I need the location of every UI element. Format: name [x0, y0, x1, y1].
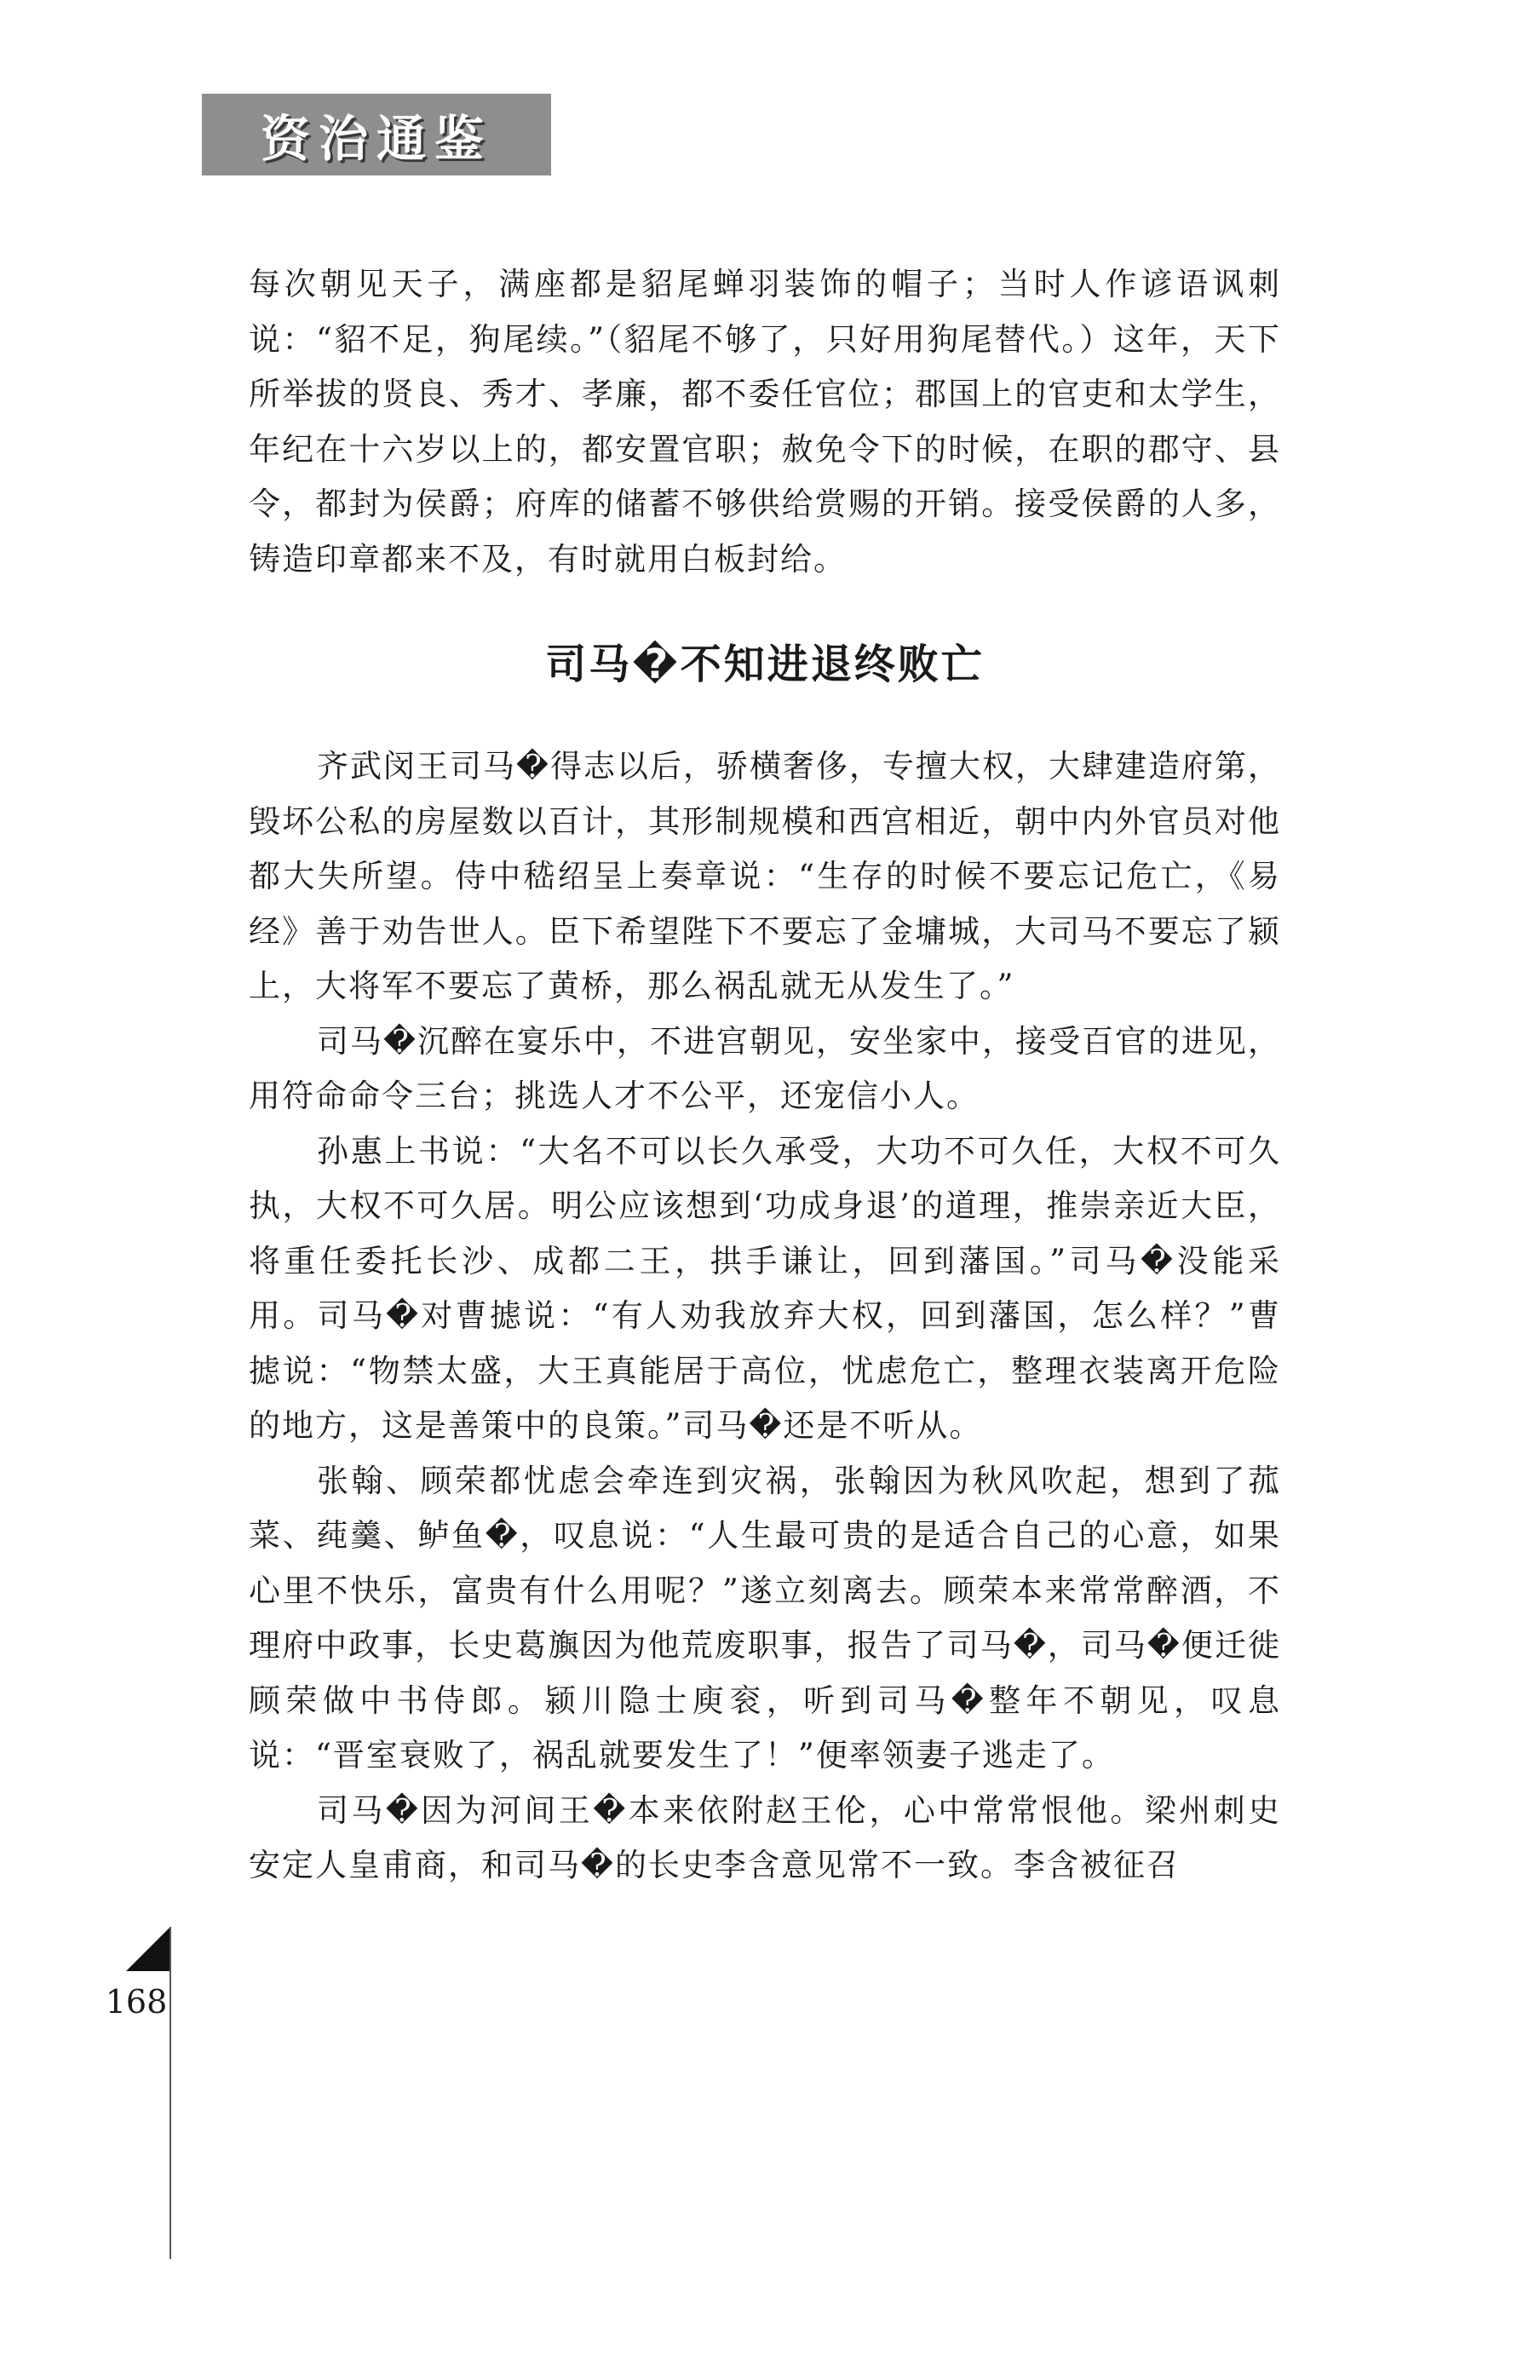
paragraph: 司马�因为河间王�本来依附赵王伦，心中常常恨他。梁州刺史安定人皇甫商，和司马�的长史李含意见常不一致。李含被征召 [249, 1791, 1281, 1883]
paragraph: 齐武闵王司马�得志以后，骄横奢侈，专擅大权，大肆建造府第，毁坏公私的房屋数以百计，其形制规模和西宫相近，朝中内外官员对他都大失所望。侍中嵇绍呈上奏章说：“生存的时候不要忘记危亡，《易经》善于劝告世人。臣下希望陛下不要忘了金墉城，大司马不要忘了颍上，大将军不要忘了黄桥，那么祸乱就无从发生了。” [249, 748, 1281, 1004]
paragraph: 司马�沉醉在宴乐中，不进宫朝见，安坐家中，接受百官的进见，用符命命令三台；挑选人才不公平，还宠信小人。 [249, 1022, 1281, 1114]
paragraph: 孙惠上书说：“大名不可以长久承受，大功不可久任，大权不可久执，大权不可久居。明公应该想到‘功成身退’的道理，推崇亲近大臣，将重任委托长沙、成都二王，拱手谦让，回到藩国。”司马�没能采用。司马�对曹摅说：“有人劝我放弃大权，回到藩国，怎么样？”曹摅说：“物禁太盛，大王真能居于高位，忧虑危亡，整理衣装离开危险的地方，这是善策中的良策。”司马�还是不听从。 [249, 1132, 1281, 1444]
page-number: 168 [105, 1983, 168, 2021]
page-corner-marker [126, 1927, 170, 1971]
section-text-block [249, 739, 1281, 1894]
top-text-block [249, 257, 1281, 587]
margin-rule [170, 1927, 171, 2259]
book-title: 资治通鉴 [260, 110, 492, 168]
section-heading: 司马�不知进退终败亡 [545, 641, 985, 688]
paragraph: 张翰、顾荣都忧虑会牵连到灾祸，张翰因为秋风吹起，想到了菰菜、莼羹、鲈鱼�，叹息说：“人生最可贵的是适合自己的心意，如果心里不快乐，富贵有什么用呢？”遂立刻离去。顾荣本来常常醉酒，不理府中政事，长史葛旟因为他荒废职事，报告了司马�，司马�便迁徙顾荣做中书侍郎。颍川隐士庾衮，听到司马�整年不朝见，叹息说：“晋室衰败了，祸乱就要发生了！”便率领妻子逃走了。 [249, 1462, 1281, 1774]
top-paragraph: 每次朝见天子，满座都是貂尾蝉羽装饰的帽子；当时人作谚语讽刺说：“貂不足，狗尾续。”（貂尾不够了，只好用狗尾替代。）这年，天下所举拔的贤良、秀才、孝廉，都不委任官位；郡国上的官吏和太学生，年纪在十六岁以上的，都安置官职；赦免令下的时候，在职的郡守、县令，都封为侯爵；府库的储蓄不够供给赏赐的开销。接受侯爵的人多，铸造印章都来不及，有时就用白板封给。 [249, 266, 1281, 578]
